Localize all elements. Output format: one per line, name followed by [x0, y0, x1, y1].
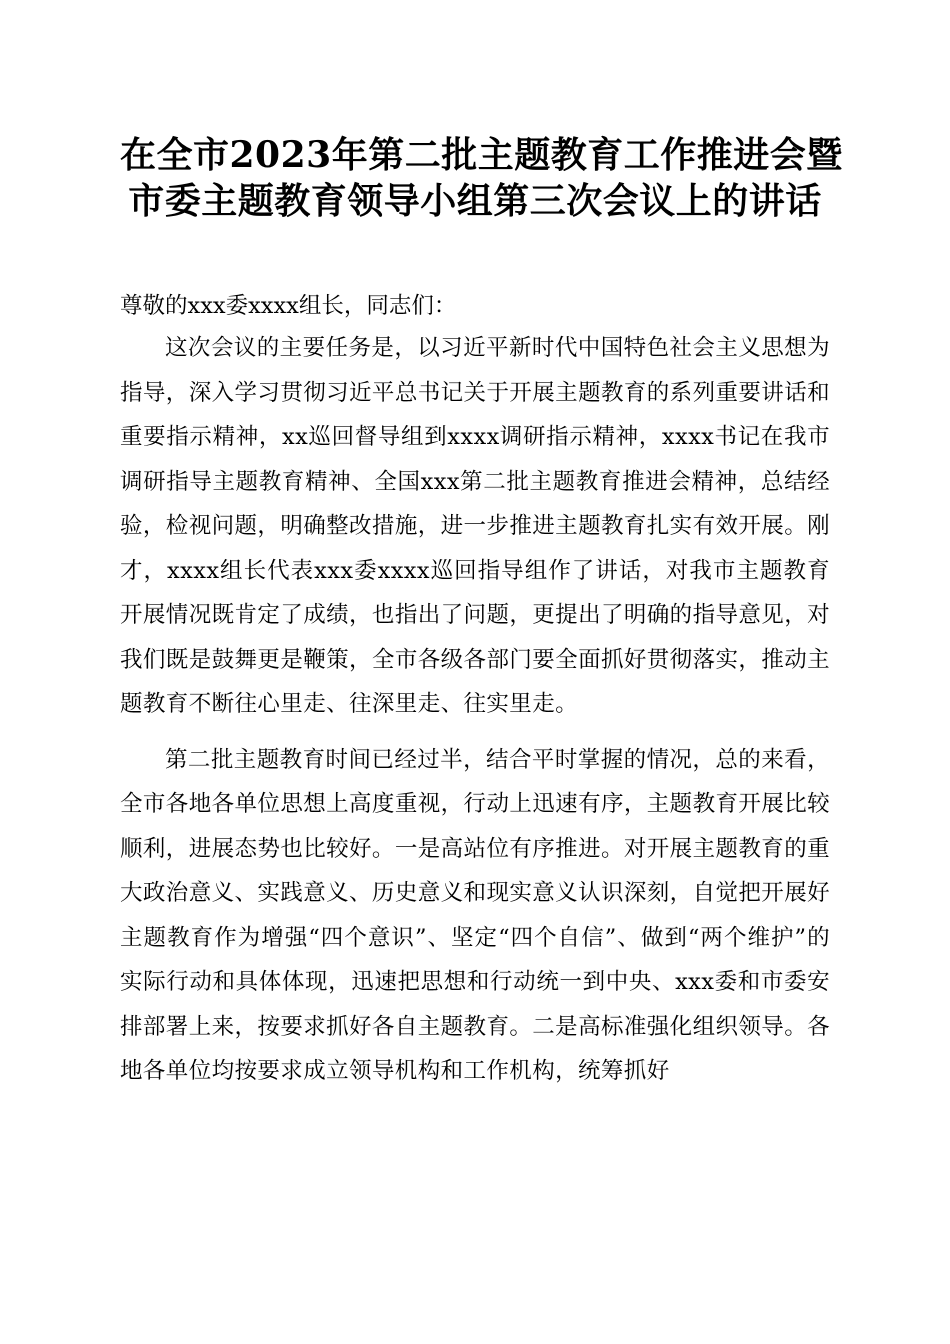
- paragraph-1: 这次会议的主要任务是，以习近平新时代中国特色社会主义思想为指导，深入学习贯彻习近平总书记关于开展主题教育的系列重要讲话和重要指示精神，xx巡回督导组到xxxx调研指示精神，xxxx书记在我市调研指导主题教育精神、全国xxx第二批主题教育推进会精神，总结经验，检视问题，明确整改措施，进一步推进主题教育扎实有效开展。刚才，xxxx组长代表xxx委xxxx巡回指导组作了讲话，对我市主题教育开展情况既肯定了成绩，也指出了问题，更提出了明确的指导意见，对我们既是鼓舞更是鞭策，全市各级各部门要全面抓好贯彻落实，推动主题教育不断往心里走、往深里走、往实里走。: [120, 335, 830, 717]
- document-title: [120, 132, 843, 224]
- title-line-1: 在全市2023年第二批主题教育工作推进会暨: [120, 134, 843, 176]
- paragraph-2: 第二批主题教育时间已经过半，结合平时掌握的情况，总的来看，全市各地各单位思想上高度重视，行动上迅速有序，主题教育开展比较顺利，进展态势也比较好。一是高站位有序推进。对开展主题教育的重大政治意义、实践意义、历史意义和现实意义认识深刻，自觉把开展好主题教育作为增强“四个意识”、坚定“四个自信”、做到“两个维护”的实际行动和具体体现，迅速把思想和行动统一到中央、xxx委和市委安排部署上来，按要求抓好各自主题教育。二是高标准强化组织领导。各地各单位均按要求成立领导机构和工作机构，统筹抓好: [120, 746, 830, 1084]
- salutation: 尊敬的xxx委xxxx组长，同志们：: [120, 293, 457, 319]
- title-line-2: 市委主题教育领导小组第三次会议上的讲话: [128, 180, 822, 222]
